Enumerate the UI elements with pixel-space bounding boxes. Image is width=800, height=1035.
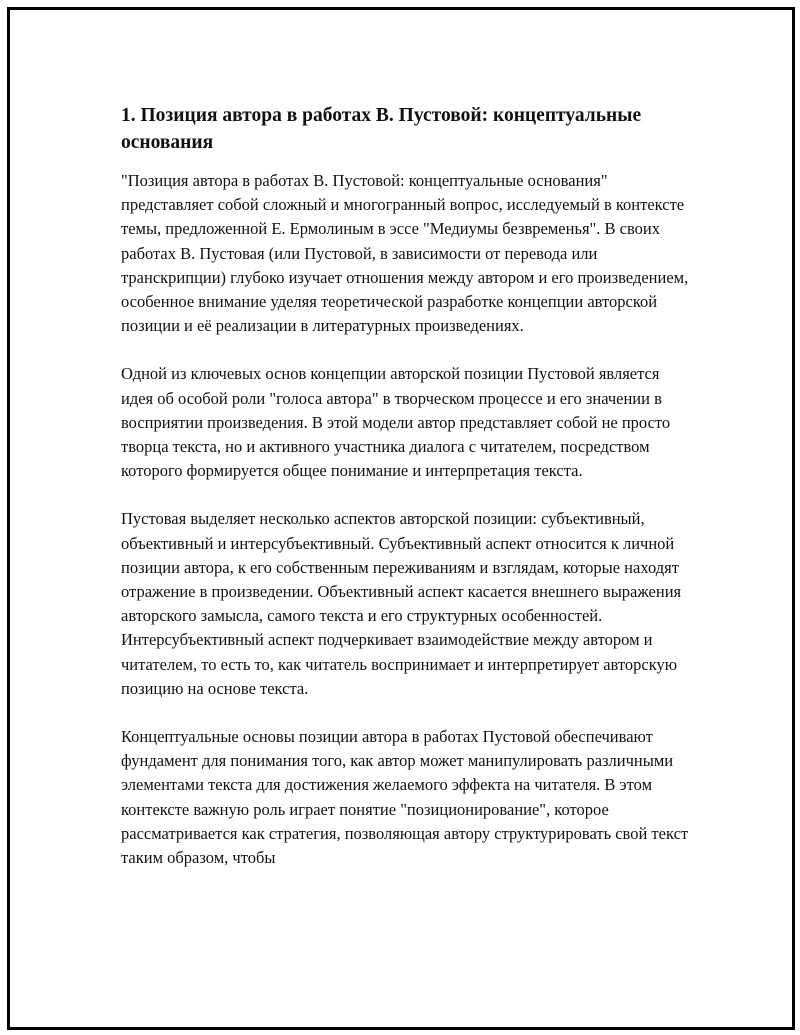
- document-body: [121, 102, 691, 894]
- section-heading: 1. Позиция автора в работах В. Пустовой: концептуальные основания: [121, 105, 642, 153]
- paragraph-1: "Позиция автора в работах В. Пустовой: концептуальные основания" представляет собой сложный и многогранный вопрос, исследуемый в контексте темы, предложенной Е. Ермолиным в эссе "Медиумы безвременья". В своих работах В. Пустовая (или Пустовой, в зависимости от перевода или транскрипции) глубоко изучает отношения между автором и его произведением, особенное внимание уделяя теоретической разработке концепции авторской позиции и её реализации в литературных произведениях.: [121, 171, 689, 336]
- paragraph-3: Пустовая выделяет несколько аспектов авторской позиции: субъективный, объективный и интерсубъективный. Субъективный аспект относится к личной позиции автора, к его собственным переживаниям и взглядам, которые находят отражение в произведении. Объективный аспект касается внешнего выражения авторского замысла, самого текста и его структурных особенностей. Интерсубъективный аспект подчеркивает взаимодействие между автором и читателем, то есть то, как читатель воспринимает и интерпретирует авторскую позицию на основе текста.: [121, 509, 682, 698]
- page-frame: [7, 7, 795, 1030]
- paragraph-2: Одной из ключевых основ концепции авторской позиции Пустовой является идея об особой роли "голоса автора" в творческом процессе и его значении в восприятии произведения. В этой модели автор представляет собой не просто творца текста, но и активного участника диалога с читателем, посредством которого формируется общее понимание и интерпретация текста.: [121, 364, 671, 481]
- paragraph-4: Концептуальные основы позиции автора в работах Пустовой обеспечивают фундамент для понимания того, как автор может манипулировать различными элементами текста для достижения желаемого эффекта на читателя. В этом контексте важную роль играет понятие "позиционирование", которое рассматривается как стратегия, позволяющая автору структурировать свой текст таким образом, чтобы: [121, 727, 689, 868]
